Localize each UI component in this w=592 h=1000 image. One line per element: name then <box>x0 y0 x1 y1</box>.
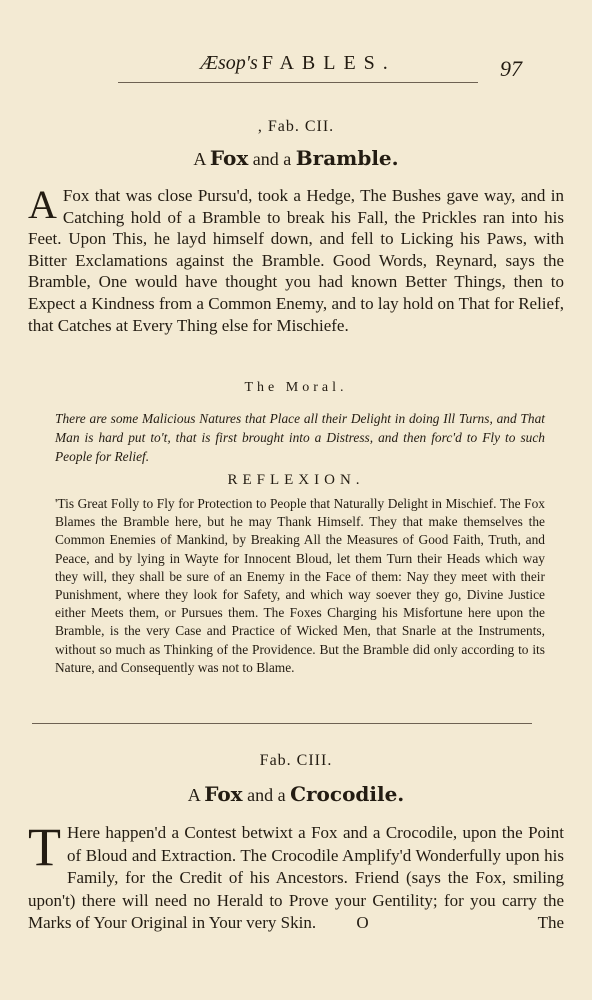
section-divider <box>32 723 532 724</box>
fable-title-animal-2: Crocodile. <box>290 782 405 806</box>
fable-body-text: Fox that was close Pursu'd, took a Hedge, The Bushes gave way, and in Catching hold of a Bramble to break his Fall, the Prickles ran into his Feet. Upon This, he layd himself down, and fell to Licking his Paws, with Bitter Exclamations against the Bramble. Good Words, Reynard, says the Bramble, One would have thought you had known Better Things, then to Expect a Kindness from a Common Enemy, and to lay hold on That for Relief, that Catches at Every Thing else for Mischiefe. <box>28 186 564 335</box>
moral-heading: The Moral. <box>244 380 348 395</box>
fable-title-fox-2: Fox <box>204 782 243 806</box>
header-title-caps: FABLES. <box>261 52 396 74</box>
fable-title-2 <box>0 782 592 806</box>
signature-mark: O <box>356 913 369 932</box>
running-header <box>118 52 478 83</box>
fable-title <box>0 146 592 170</box>
fable-number-2: Fab. CIII. <box>259 752 333 769</box>
fable-title-fox: Fox <box>209 146 249 170</box>
page-number: 97 <box>500 56 522 81</box>
fable-body-2 <box>28 817 564 935</box>
header-title-italic: Æsop's <box>200 52 258 74</box>
fable-title-a-2: A <box>187 785 200 805</box>
fable-number: , Fab. CII. <box>257 118 335 135</box>
moral-text: There are some Malicious Natures that Place all their Delight in doing Ill Turns, and That Man is hard put to't, that is first brought into a Distress, and then forc'd to Fly to such People for Relief. <box>55 411 545 464</box>
fable-body <box>28 182 564 336</box>
fable-body-text-2: Here happen'd a Contest betwixt a Fox and a Crocodile, upon the Point of Bloud and Extraction. The Crocodile Amplify'd Wonderfully upon his Family, for the Credit of his Ancestors. Friend (says the Fox, smiling upon't) there will need no Herald to Prove your Gentility; for you carry the Marks of Your Original in Your very Skin. <box>28 823 564 932</box>
reflexion-text: 'Tis Great Folly to Fly for Protection to People that Naturally Delight in Mischief. The Fox Blames the Bramble here, but he may Thank Himself. They that make themselves the Common Enemies of Mankind, by Breaking All the Measures of Good Faith, Truth, and Peace, and by lying in Wayte for Innocent Bloud, let them Turn their Heads which way they will, they shall be sure of an Enemy in the Face of them: Nay they meet with their Punishment, where they look for Safety, and which way soever they go, Divine Justice either Meets them, or Pursues them. The Foxes Charging his Misfortune here upon the Bramble, is the very Case and Practice of Wicked Men, that Snarle at the Instruments, without so much as Thinking of the Providence. But the Bramble did only according to its Nature, and Consequently was not to Blame. <box>55 496 545 675</box>
drop-cap-2: T <box>28 817 61 877</box>
fable-title-and: and a <box>252 149 292 169</box>
drop-cap: A <box>28 182 57 227</box>
catchword: The <box>537 913 564 932</box>
fable-title-animal: Bramble. <box>295 146 399 170</box>
reflexion-heading: REFLEXION. <box>227 472 365 488</box>
fable-title-and-2: and a <box>247 785 286 805</box>
fable-title-a: A <box>193 149 206 169</box>
